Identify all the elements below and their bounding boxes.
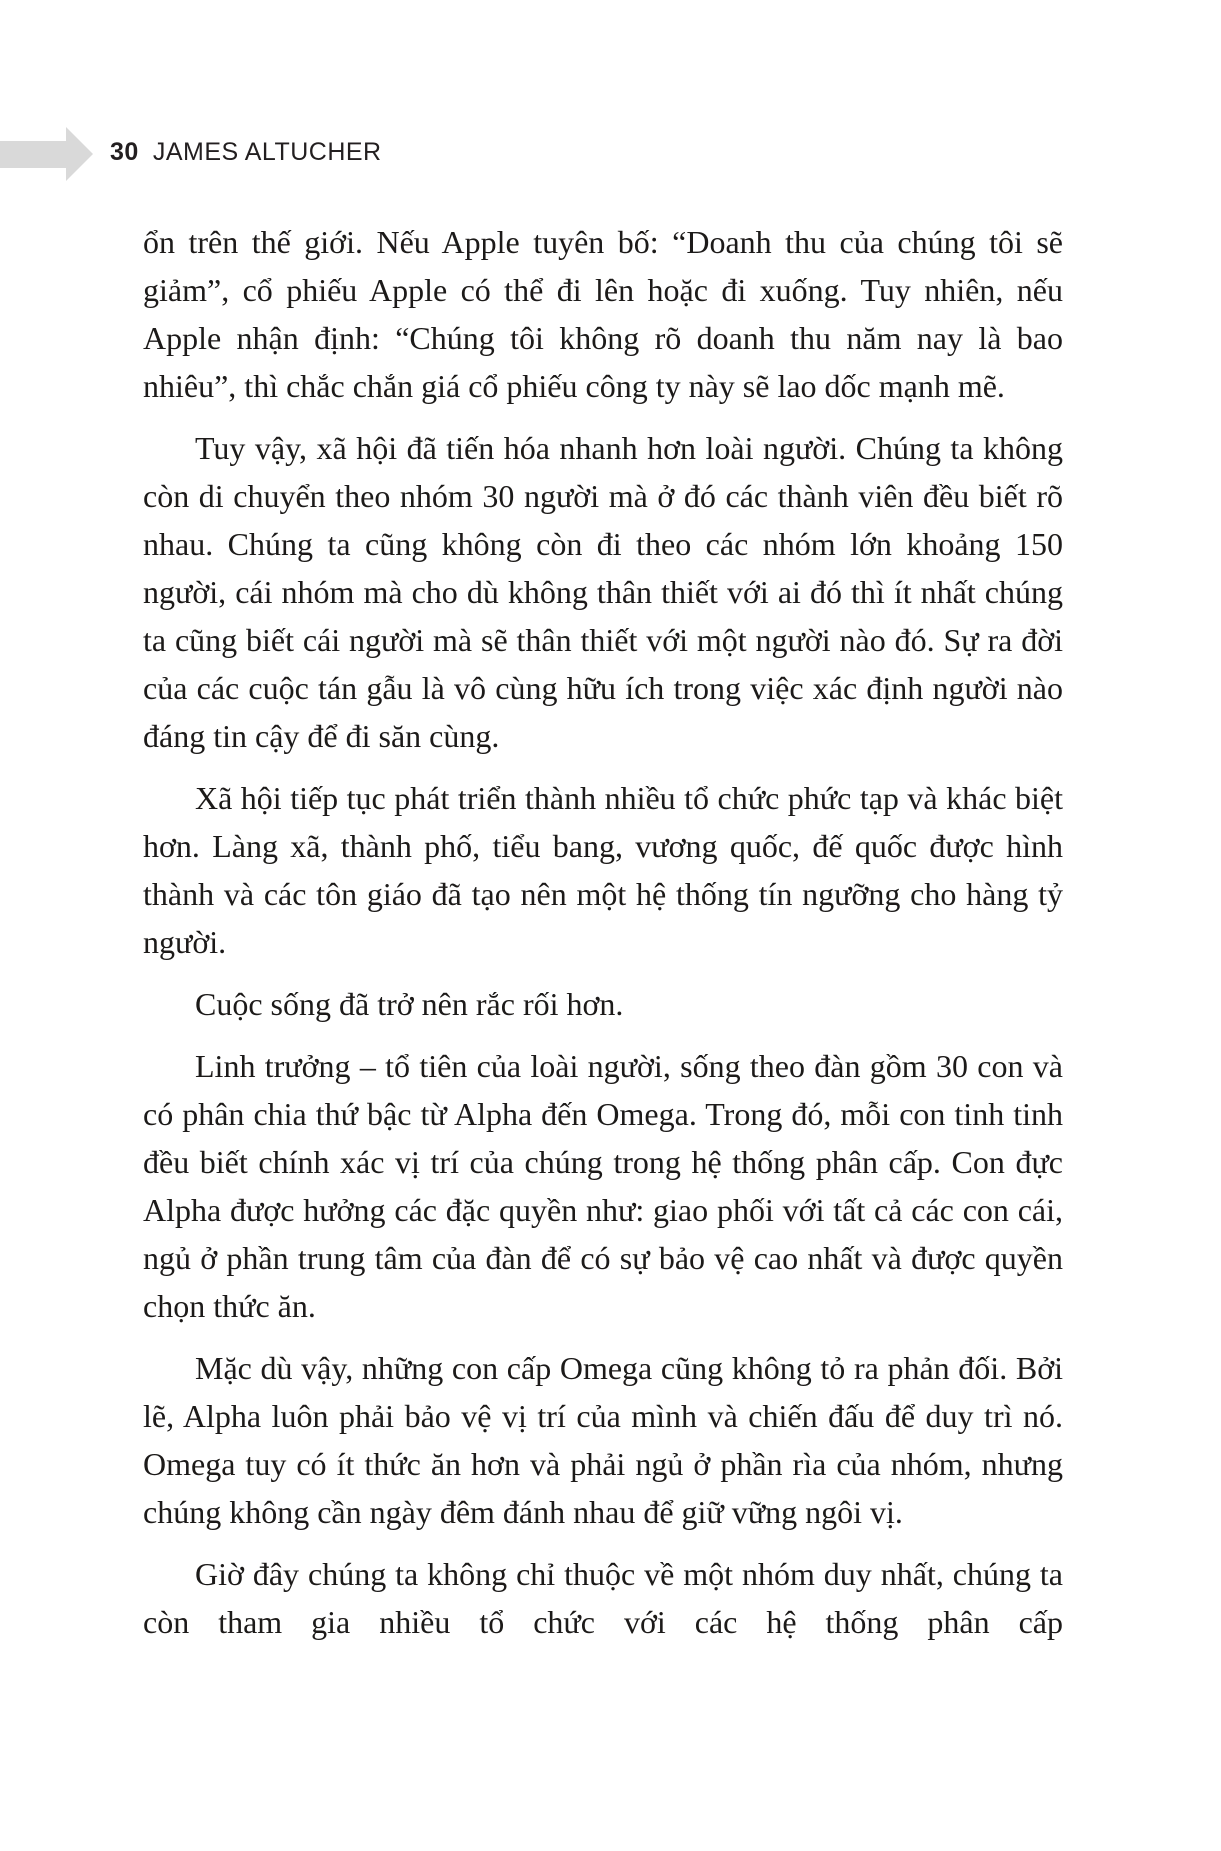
arrow-shaft xyxy=(0,141,66,168)
paragraph: ổn trên thế giới. Nếu Apple tuyên bố: “Doanh thu của chúng tôi sẽ giảm”, cổ phiếu Apple có thể đi lên hoặc đi xuống. Tuy nhiên, nếu Apple nhận định: “Chúng tôi không rõ doanh thu năm nay là bao nhiêu”, thì chắc chắn giá cổ phiếu công ty này sẽ lao dốc mạnh mẽ. xyxy=(143,224,1063,404)
paragraph: Giờ đây chúng ta không chỉ thuộc về một nhóm duy nhất, chúng ta còn tham gia nhiều tổ chức với các hệ thống phân cấp xyxy=(143,1556,1063,1640)
paragraph: Linh trưởng – tổ tiên của loài người, sống theo đàn gồm 30 con và có phân chia thứ bậc từ Alpha đến Omega. Trong đó, mỗi con tinh tinh đều biết chính xác vị trí của chúng trong hệ thống phân cấp. Con đực Alpha được hưởng các đặc quyền như: giao phối với tất cả các con cái, ngủ ở phần trung tâm của đàn để có sự bảo vệ cao nhất và được quyền chọn thức ăn. xyxy=(143,1048,1063,1324)
page-number: 30 xyxy=(110,138,139,166)
running-title: JAMES ALTUCHER xyxy=(152,138,382,166)
running-header xyxy=(110,138,382,166)
arrow-head xyxy=(66,127,93,181)
paragraph: Xã hội tiếp tục phát triển thành nhiều tổ chức phức tạp và khác biệt hơn. Làng xã, thành phố, tiểu bang, vương quốc, đế quốc được hình thành và các tôn giáo đã tạo nên một hệ thống tín ngưỡng cho hàng tỷ người. xyxy=(143,780,1063,960)
paragraph: Tuy vậy, xã hội đã tiến hóa nhanh hơn loài người. Chúng ta không còn di chuyển theo nhóm 30 người mà ở đó các thành viên đều biết rõ nhau. Chúng ta cũng không còn đi theo các nhóm lớn khoảng 150 người, cái nhóm mà cho dù không thân thiết với ai đó thì ít nhất chúng ta cũng biết cái người mà sẽ thân thiết với một người nào đó. Sự ra đời của các cuộc tán gẫu là vô cùng hữu ích trong việc xác định người nào đáng tin cậy để đi săn cùng. xyxy=(143,430,1063,754)
page-body xyxy=(143,218,1063,1660)
paragraph: Mặc dù vậy, những con cấp Omega cũng không tỏ ra phản đối. Bởi lẽ, Alpha luôn phải bảo vệ vị trí của mình và chiến đấu để duy trì nó. Omega tuy có ít thức ăn hơn và phải ngủ ở phần rìa của nhóm, nhưng chúng không cần ngày đêm đánh nhau để giữ vững ngôi vị. xyxy=(143,1350,1063,1530)
paragraph: Cuộc sống đã trở nên rắc rối hơn. xyxy=(195,986,624,1022)
page-header xyxy=(0,0,1221,200)
